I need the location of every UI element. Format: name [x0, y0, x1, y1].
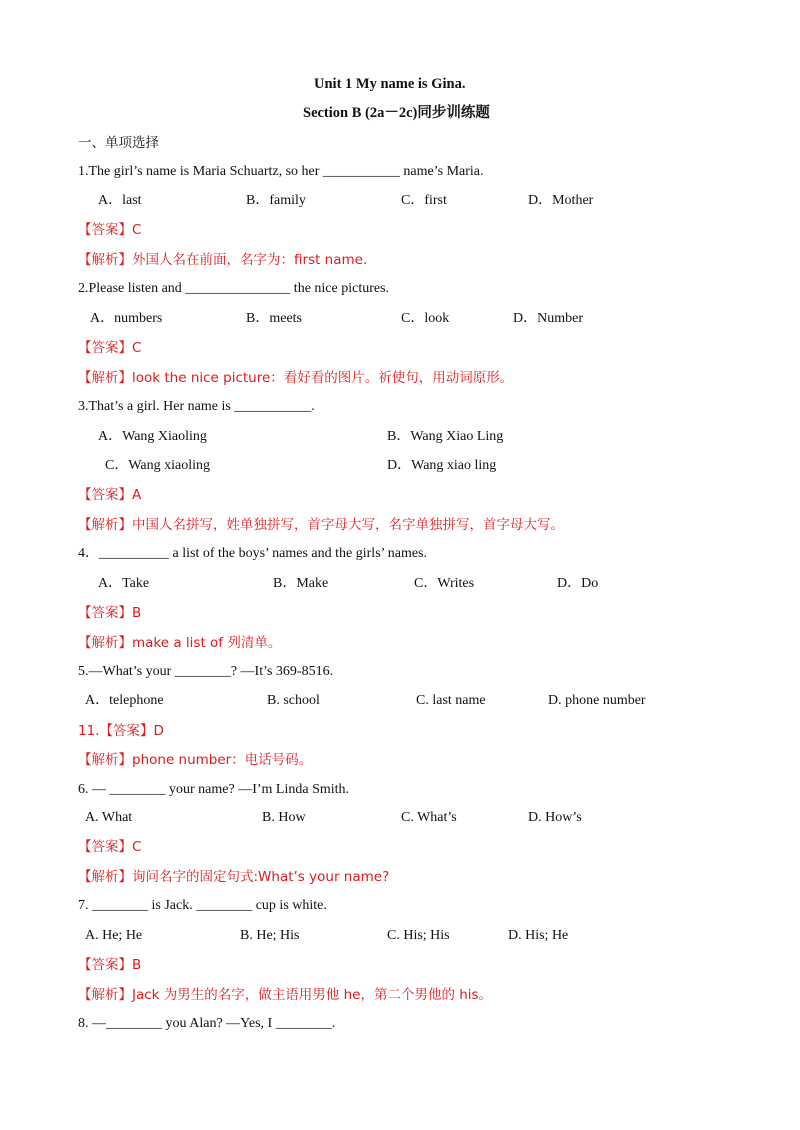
- question-7-option-a: A. He; He: [85, 928, 143, 943]
- question-4-stem: 4．__________ a list of the boys’ names and the girls’ names.: [78, 546, 428, 561]
- question-4-analysis: 【解析】make a list of 列清单。: [78, 635, 282, 651]
- question-3-stem: 3.That’s a girl. Her name is ___________.: [78, 399, 315, 414]
- question-7-answer: 【答案】B: [78, 957, 142, 973]
- question-6-option-d: D. How’s: [528, 810, 582, 825]
- question-3-option-d: D．Wang xiao ling: [387, 458, 497, 473]
- question-7-option-d: D. His; He: [508, 928, 569, 943]
- question-1-option-c: C．first: [401, 193, 447, 208]
- question-6-option-a: A. What: [85, 810, 133, 825]
- question-1-option-d: D．Mother: [528, 193, 594, 208]
- question-6-answer: 【答案】C: [78, 839, 142, 855]
- question-3-option-b: B．Wang Xiao Ling: [387, 429, 504, 444]
- question-6-option-c: C. What’s: [401, 810, 457, 825]
- question-1-analysis: 【解析】外国人名在前面，名字为：first name.: [78, 252, 368, 268]
- question-1-stem: 1.The girl’s name is Maria Schuartz, so her ___________ name’s Maria.: [78, 164, 484, 179]
- question-3-option-a: A．Wang Xiaoling: [98, 429, 207, 444]
- question-4-option-c: C．Writes: [414, 576, 475, 591]
- question-5-answer: 11.【答案】D: [78, 723, 164, 739]
- question-4-answer: 【答案】B: [78, 605, 142, 621]
- question-3-analysis: 【解析】中国人名拼写，姓单独拼写，首字母大写，名字单独拼写，首字母大写。: [78, 517, 564, 533]
- question-5-option-b: B. school: [267, 693, 320, 708]
- question-2-option-b: B．meets: [246, 311, 302, 326]
- question-1-option-b: B．family: [246, 193, 306, 208]
- question-1-answer: 【答案】C: [78, 222, 142, 238]
- question-2-answer: 【答案】C: [78, 340, 142, 356]
- question-2-option-d: D．Number: [513, 311, 583, 326]
- section-heading: 一、单项选择: [78, 135, 159, 151]
- question-8-stem: 8. —________ you Alan? —Yes, I ________.: [78, 1016, 336, 1031]
- question-5-stem: 5.—What’s your ________? —It’s 369-8516.: [78, 664, 334, 679]
- question-7-option-b: B. He; His: [240, 928, 300, 943]
- question-5-analysis: 【解析】phone number：电话号码。: [78, 752, 313, 768]
- question-5-option-c: C. last name: [416, 693, 486, 708]
- question-2-stem: 2.Please listen and _______________ the nice pictures.: [78, 281, 390, 296]
- page-subtitle: Section B (2a－2c)同步训练题: [303, 105, 490, 121]
- question-7-option-c: C. His; His: [387, 928, 450, 943]
- question-3-option-c: C．Wang xiaoling: [105, 458, 211, 473]
- question-4-option-a: A．Take: [98, 576, 150, 591]
- question-2-analysis: 【解析】look the nice picture：看好看的图片。祈使句，用动词原形。: [78, 370, 514, 386]
- question-5-option-a: A．telephone: [85, 693, 164, 708]
- question-6-stem: 6. — ________ your name? —I’m Linda Smith.: [78, 782, 350, 797]
- question-7-analysis: 【解析】Jack 为男生的名字，做主语用男他 he，第二个男他的 his。: [78, 987, 493, 1003]
- question-4-option-b: B．Make: [273, 576, 329, 591]
- question-2-option-a: A．numbers: [90, 311, 163, 326]
- question-5-option-d: D. phone number: [548, 693, 646, 708]
- question-7-stem: 7. ________ is Jack. ________ cup is white.: [78, 898, 327, 913]
- question-6-option-b: B. How: [262, 810, 306, 825]
- page-title: Unit 1 My name is Gina.: [314, 76, 466, 92]
- question-2-option-c: C．look: [401, 311, 450, 326]
- question-6-analysis: 【解析】询问名字的固定句式:What’s your name?: [78, 869, 390, 885]
- question-3-answer: 【答案】A: [78, 487, 142, 503]
- question-4-option-d: D．Do: [557, 576, 599, 591]
- question-1-option-a: A．last: [98, 193, 142, 208]
